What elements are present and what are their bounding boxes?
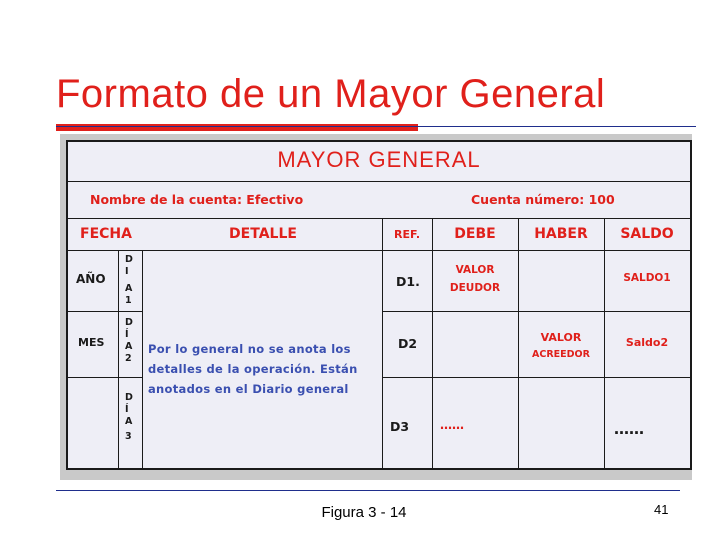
divider-under-account bbox=[68, 218, 690, 219]
col-line-haber bbox=[518, 218, 519, 470]
row-line-1-left bbox=[68, 311, 143, 312]
table-heading: MAYOR GENERAL bbox=[277, 147, 481, 172]
account-name: Nombre de la cuenta: Efectivo bbox=[90, 192, 304, 207]
row1-saldo: SALDO1 bbox=[623, 272, 671, 284]
row1-period: AÑO bbox=[76, 272, 106, 286]
row-line-1-right bbox=[382, 311, 690, 312]
row-line-2-left bbox=[68, 377, 143, 378]
row3-saldo: …… bbox=[614, 420, 644, 438]
row2-ref: D2 bbox=[398, 336, 418, 351]
row1-dia: D I A 1 bbox=[125, 254, 133, 306]
row2-haber-line1: VALOR bbox=[540, 331, 582, 344]
divider-under-heading bbox=[68, 181, 690, 182]
row1-ref: D1. bbox=[396, 274, 420, 289]
header-debe: DEBE bbox=[454, 226, 496, 242]
title-underline-blue bbox=[56, 126, 696, 127]
row2-saldo: Saldo2 bbox=[625, 336, 669, 349]
slide-title: Formato de un Mayor General bbox=[56, 72, 606, 116]
row3-dia: D Í A 3 bbox=[125, 392, 133, 442]
row-line-2-right bbox=[382, 377, 690, 378]
header-saldo: SALDO bbox=[620, 226, 674, 242]
header-haber: HABER bbox=[534, 226, 588, 242]
divider-under-header bbox=[68, 250, 690, 251]
row3-ref: D3 bbox=[390, 419, 410, 434]
detail-note: Por lo general no se anota los detalles de la operación. Están anotados en el Diario general bbox=[148, 342, 358, 396]
header-fecha: FECHA bbox=[80, 226, 132, 242]
bottom-rule bbox=[56, 490, 680, 491]
row2-haber-line2: ACREEDOR bbox=[532, 349, 590, 360]
col-line-debe bbox=[432, 218, 433, 470]
col-line-dia-right bbox=[142, 250, 143, 470]
account-number: Cuenta número: 100 bbox=[471, 192, 615, 207]
ledger-table bbox=[66, 140, 692, 470]
row1-debe-line1: VALOR bbox=[455, 264, 495, 276]
header-ref: REF. bbox=[393, 228, 421, 241]
figure-caption: Figura 3 - 14 bbox=[321, 504, 407, 521]
row1-debe-line2: DEUDOR bbox=[449, 282, 501, 294]
header-detalle: DETALLE bbox=[229, 226, 297, 242]
page-number: 41 bbox=[654, 502, 669, 517]
row2-period: MES bbox=[78, 336, 105, 349]
row2-dia: D Í A 2 bbox=[125, 317, 133, 364]
row3-debe: …… bbox=[440, 418, 464, 432]
col-line-dia-left bbox=[118, 250, 119, 470]
col-line-ref bbox=[382, 218, 383, 470]
